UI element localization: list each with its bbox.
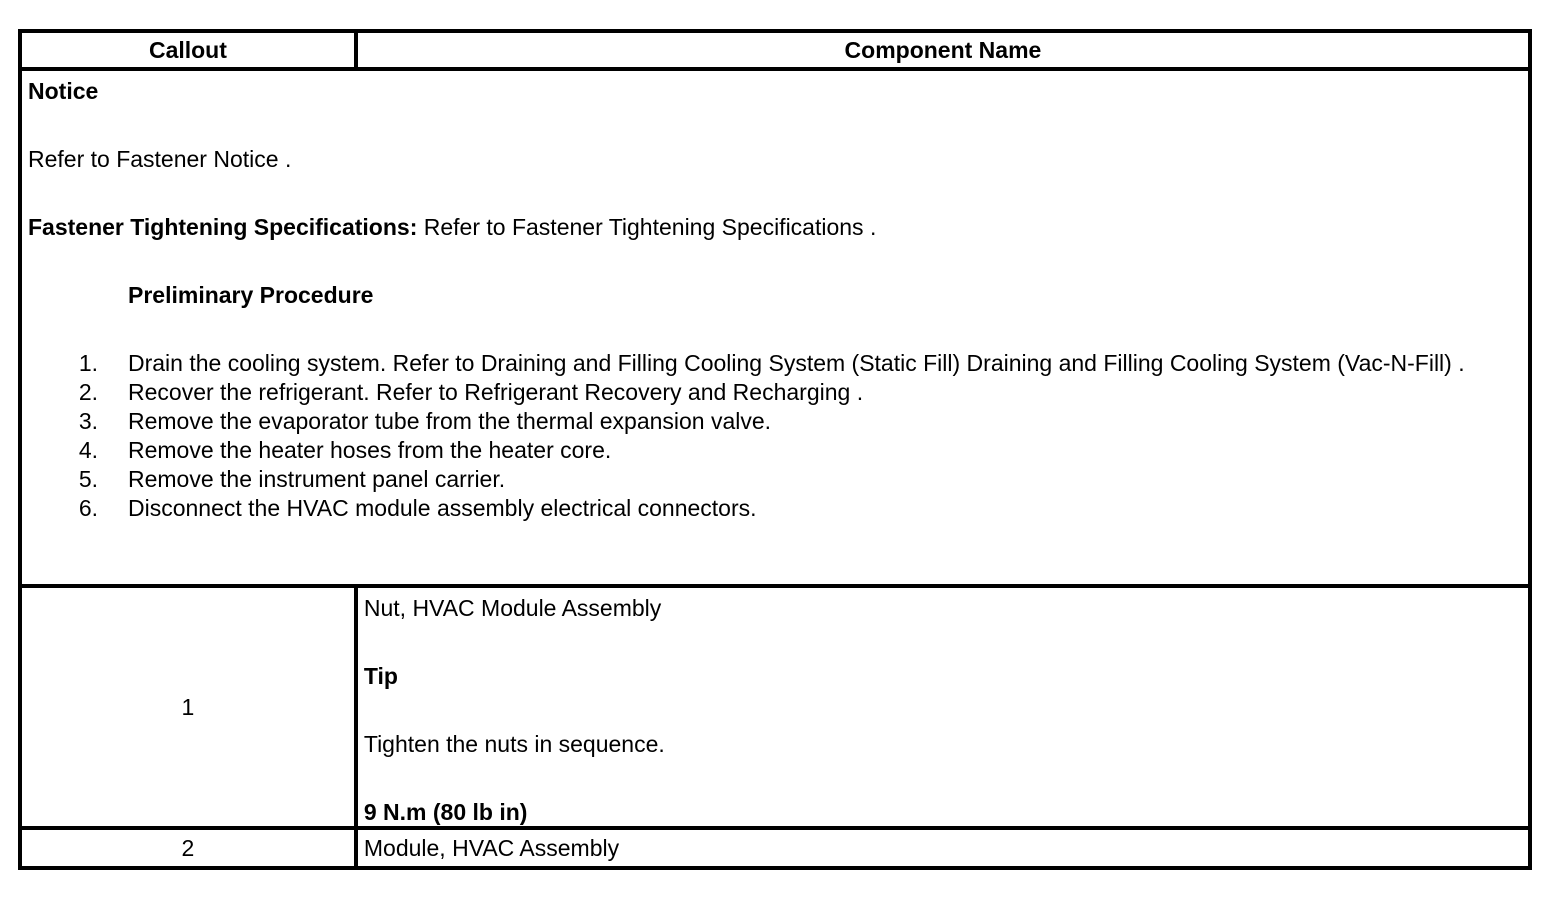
callout-cell: 2 [20,828,356,868]
component-name: Nut, HVAC Module Assembly [363,595,662,621]
notice-title: Notice [28,78,99,104]
step-text: Remove the evaporator tube from the thermal expansion valve. [128,408,772,434]
preliminary-procedure-title: Preliminary Procedure [128,282,374,308]
table-row [20,828,1530,868]
header-component-name: Component Name [356,31,1530,69]
list-item [28,349,1528,378]
notice-row [20,69,1530,586]
list-item [28,436,1528,465]
list-item [28,494,1528,523]
preliminary-steps-list [28,349,1528,523]
step-text: Remove the instrument panel carrier. [128,466,506,492]
fastener-spec-text: Refer to Fastener Tightening Specifications . [417,214,877,240]
header-row [20,31,1530,69]
fastener-spec-label: Fastener Tightening Specifications: [28,214,418,240]
fastener-notice-reference: Refer to Fastener Notice . [28,146,292,172]
step-number: 6. [78,495,98,521]
step-text: Recover the refrigerant. Refer to Refrigerant Recovery and Recharging . [128,379,864,405]
component-table [18,29,1532,870]
step-text: Disconnect the HVAC module assembly electrical connectors. [128,495,757,521]
component-name-cell [356,586,1530,828]
step-number: 2. [78,379,98,405]
table-row [20,586,1530,828]
list-item [28,407,1528,436]
tip-text: Tighten the nuts in sequence. [363,731,665,757]
step-text: Drain the cooling system. Refer to Draining and Filling Cooling System (Static Fill) Draining and Filling Cooling System (Vac-N-Fill) . [128,350,1465,376]
header-callout: Callout [20,31,356,69]
step-number: 5. [78,466,98,492]
list-item [28,465,1528,494]
torque-spec: 9 N.m (80 lb in) [363,799,528,825]
fastener-spec-line [28,213,1528,241]
notice-cell [20,69,1530,586]
step-text: Remove the heater hoses from the heater core. [128,437,612,463]
callout-cell: 1 [20,586,356,828]
step-number: 1. [78,350,98,376]
list-item [28,378,1528,407]
step-number: 4. [78,437,98,463]
component-name-cell: Module, HVAC Assembly [356,828,1530,868]
step-number: 3. [78,408,98,434]
tip-title: Tip [363,663,398,689]
